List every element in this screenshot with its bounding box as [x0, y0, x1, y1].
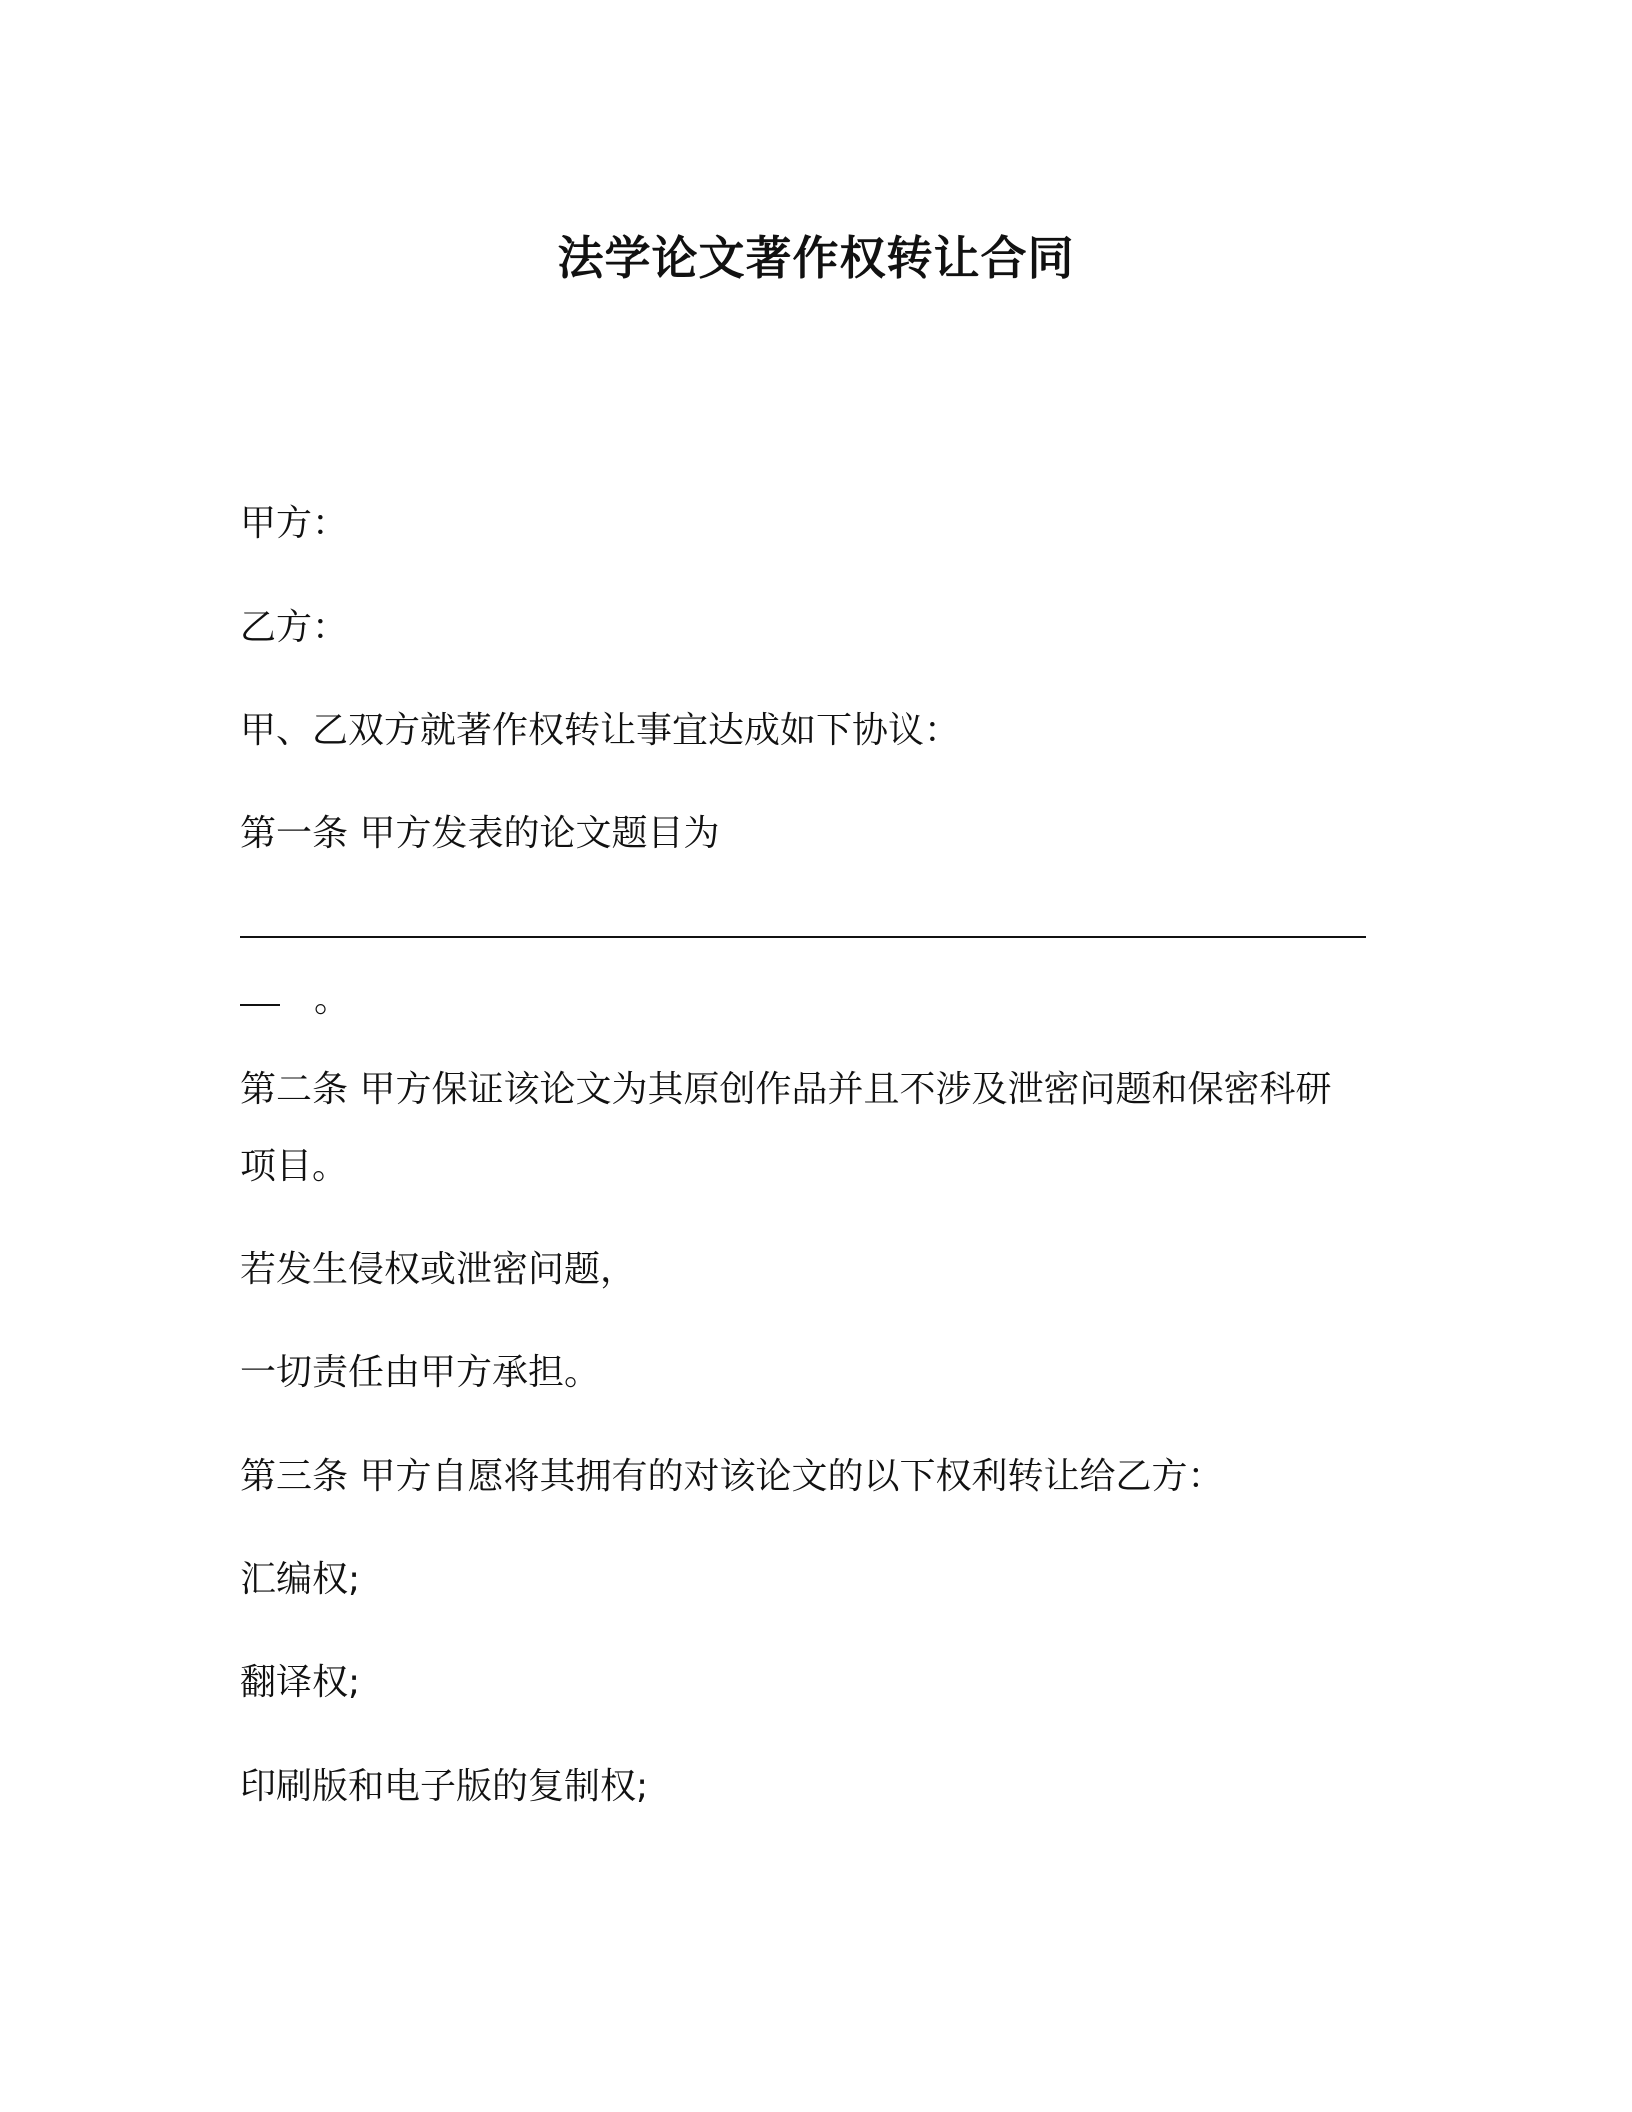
infringement-clause: 若发生侵权或泄密问题，	[240, 1249, 637, 1290]
title-blank-line	[240, 936, 1366, 938]
article-2-line-1: 第二条 甲方保证该论文为其原创作品并且不涉及泄密问题和保密科研	[240, 1069, 1332, 1110]
right-item-translation: 翻译权;	[240, 1662, 361, 1703]
article-1-end: 。	[314, 979, 351, 1020]
party-b-label: 乙方：	[240, 607, 349, 648]
article-1: 第一条 甲方发表的论文题目为	[240, 813, 720, 854]
liability-clause: 一切责任由甲方承担。	[240, 1352, 601, 1393]
agreement-intro: 甲、乙双方就著作权转让事宜达成如下协议：	[240, 710, 961, 751]
title-blank-tail	[240, 1004, 280, 1006]
right-item-reproduction: 印刷版和电子版的复制权;	[240, 1766, 649, 1807]
party-a-label: 甲方：	[240, 503, 349, 544]
right-item-compilation: 汇编权;	[240, 1559, 361, 1600]
article-3: 第三条 甲方自愿将其拥有的对该论文的以下权利转让给乙方：	[240, 1456, 1224, 1497]
article-2-line-2: 项目。	[240, 1146, 349, 1187]
document-title: 法学论文著作权转让合同	[557, 231, 1075, 285]
